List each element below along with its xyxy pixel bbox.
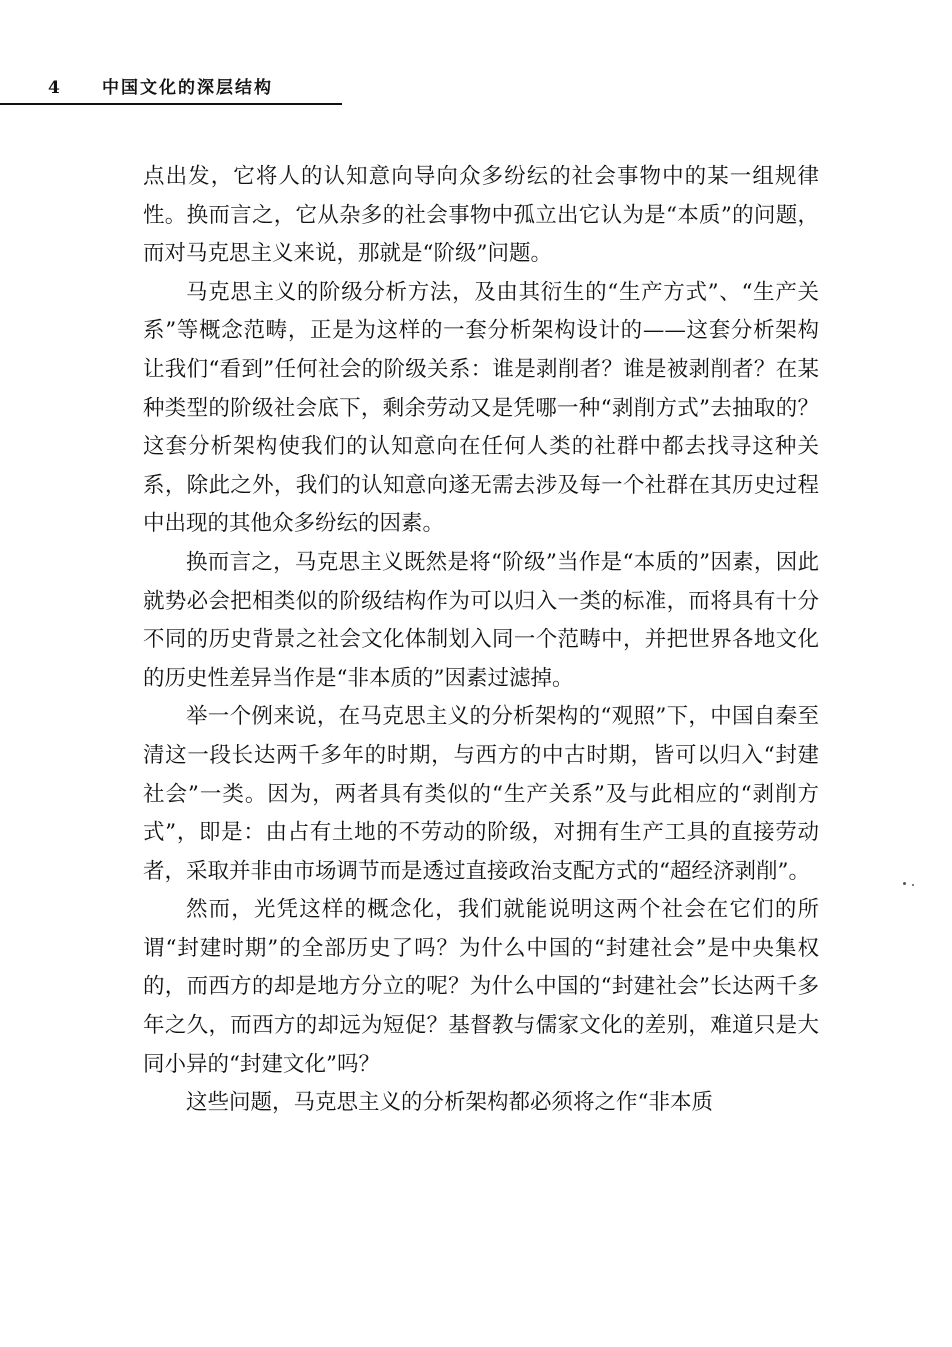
page-number: 4 [48,78,60,98]
paragraph-trailing: 这些问题，马克思主义的分析架构都必须将之作“非本质 [186,1090,713,1116]
scan-speck [912,884,914,886]
paragraph-continued: 点出发，它将人的认知意向导向众多纷纭的社会事物中的某一组规律性。换而言之，它从杂多的社会事物中孤立出它认为是“本质”的问题，而对马克思主义来说，那就是“阶级”问题。 [143,164,819,267]
running-head [48,76,273,100]
header-rule [0,103,342,105]
paragraph: 换而言之，马克思主义既然是将“阶级”当作是“本质的”因素，因此就势必会把相类似的阶级结构作为可以归入一类的标准，而将具有十分不同的历史背景之社会文化体制划入同一个范畴中，并把世界各地文化的历史性差异当作是“非本质的”因素过滤掉。 [143,549,819,691]
scan-speck [903,882,906,885]
body-text [143,158,819,1123]
running-title: 中国文化的深层结构 [102,78,273,98]
paragraph: 举一个例来说，在马克思主义的分析架构的“观照”下，中国自秦至清这一段长达两千多年的时期，与西方的中古时期，皆可以归入“封建社会”一类。因为，两者具有类似的“生产关系”及与此相应的“剥削方式”，即是：由占有土地的不劳动的阶级，对拥有生产工具的直接劳动者，采取并非由市场调节而是透过直接政治支配方式的“超经济剥削”。 [143,704,819,884]
paragraph: 马克思主义的阶级分析方法，及由其衍生的“生产方式”、“生产关系”等概念范畴，正是为这样的一套分析架构设计的——这套分析架构让我们“看到”任何社会的阶级关系：谁是剥削者？谁是被剥削者？在某种类型的阶级社会底下，剩余劳动又是凭哪一种“剥削方式”去抽取的？这套分析架构使我们的认知意向在任何人类的社群中都去找寻这种关系，除此之外，我们的认知意向遂无需去涉及每一个社群在其历史过程中出现的其他众多纷纭的因素。 [143,279,819,537]
paragraph: 然而，光凭这样的概念化，我们就能说明这两个社会在它们的所谓“封建时期”的全部历史了吗？为什么中国的“封建社会”是中央集权的，而西方的却是地方分立的呢？为什么中国的“封建社会”长达两千多年之久，而西方的却远为短促？基督教与儒家文化的差别，难道只是大同小异的“封建文化”吗？ [143,897,819,1077]
